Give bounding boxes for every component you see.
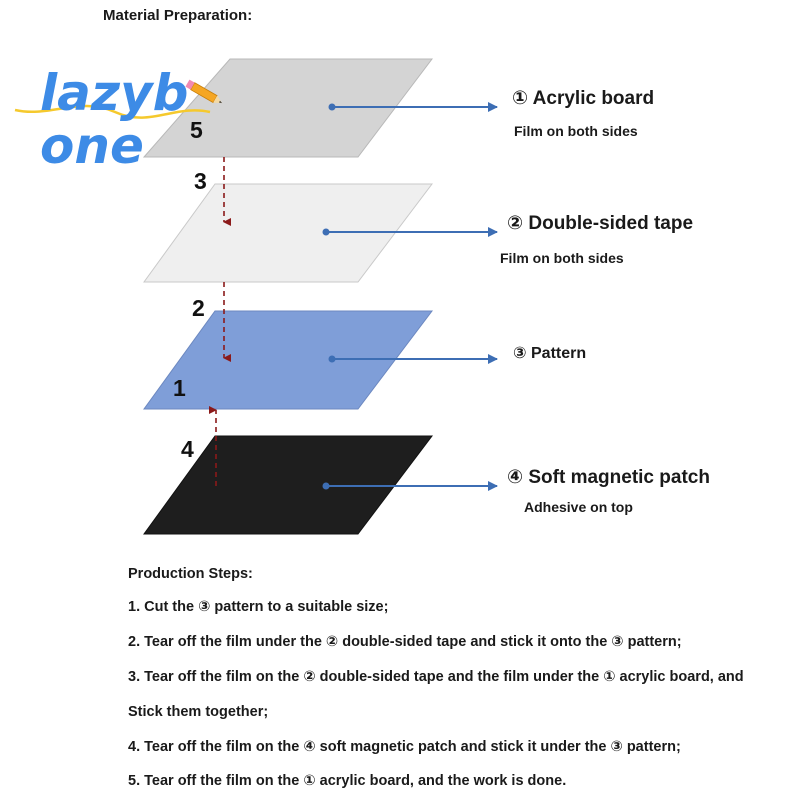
layer-sub-soft-magnetic-patch: Adhesive on top (524, 499, 633, 515)
layer-label-soft-magnetic-patch: ④ Soft magnetic patch (507, 467, 710, 488)
sequence-number: 4 (181, 436, 194, 462)
sequence-number: 1 (173, 375, 186, 401)
step-line: Stick them together; (128, 704, 269, 720)
sequence-number: 5 (190, 117, 203, 143)
sequence-number: 2 (192, 295, 205, 321)
layer-sub-acrylic-board: Film on both sides (514, 123, 638, 139)
step-line: 2. Tear off the film under the ② double-sided tape and stick it onto the ③ pattern; (128, 634, 682, 650)
layer-label-acrylic-board: ① Acrylic board (512, 88, 655, 109)
steps-title: Production Steps: (128, 566, 253, 582)
layer-sub-double-sided-tape: Film on both sides (500, 250, 624, 266)
step-line: 3. Tear off the film on the ② double-sided tape and the film under the ① acrylic board, and (128, 669, 744, 685)
step-line: 1. Cut the ③ pattern to a suitable size; (128, 599, 389, 615)
layer-label-double-sided-tape: ② Double-sided tape (507, 213, 694, 234)
logo-line-2: one (40, 117, 144, 175)
logo-line-1: lazyb (40, 64, 189, 122)
sequence-number: 3 (194, 168, 207, 194)
step-line: 4. Tear off the film on the ④ soft magnetic patch and stick it under the ③ pattern; (128, 739, 681, 755)
page-title: Material Preparation: (103, 7, 253, 24)
step-line: 5. Tear off the film on the ① acrylic board, and the work is done. (128, 773, 567, 789)
layer-label-pattern: ③ Pattern (513, 345, 587, 362)
